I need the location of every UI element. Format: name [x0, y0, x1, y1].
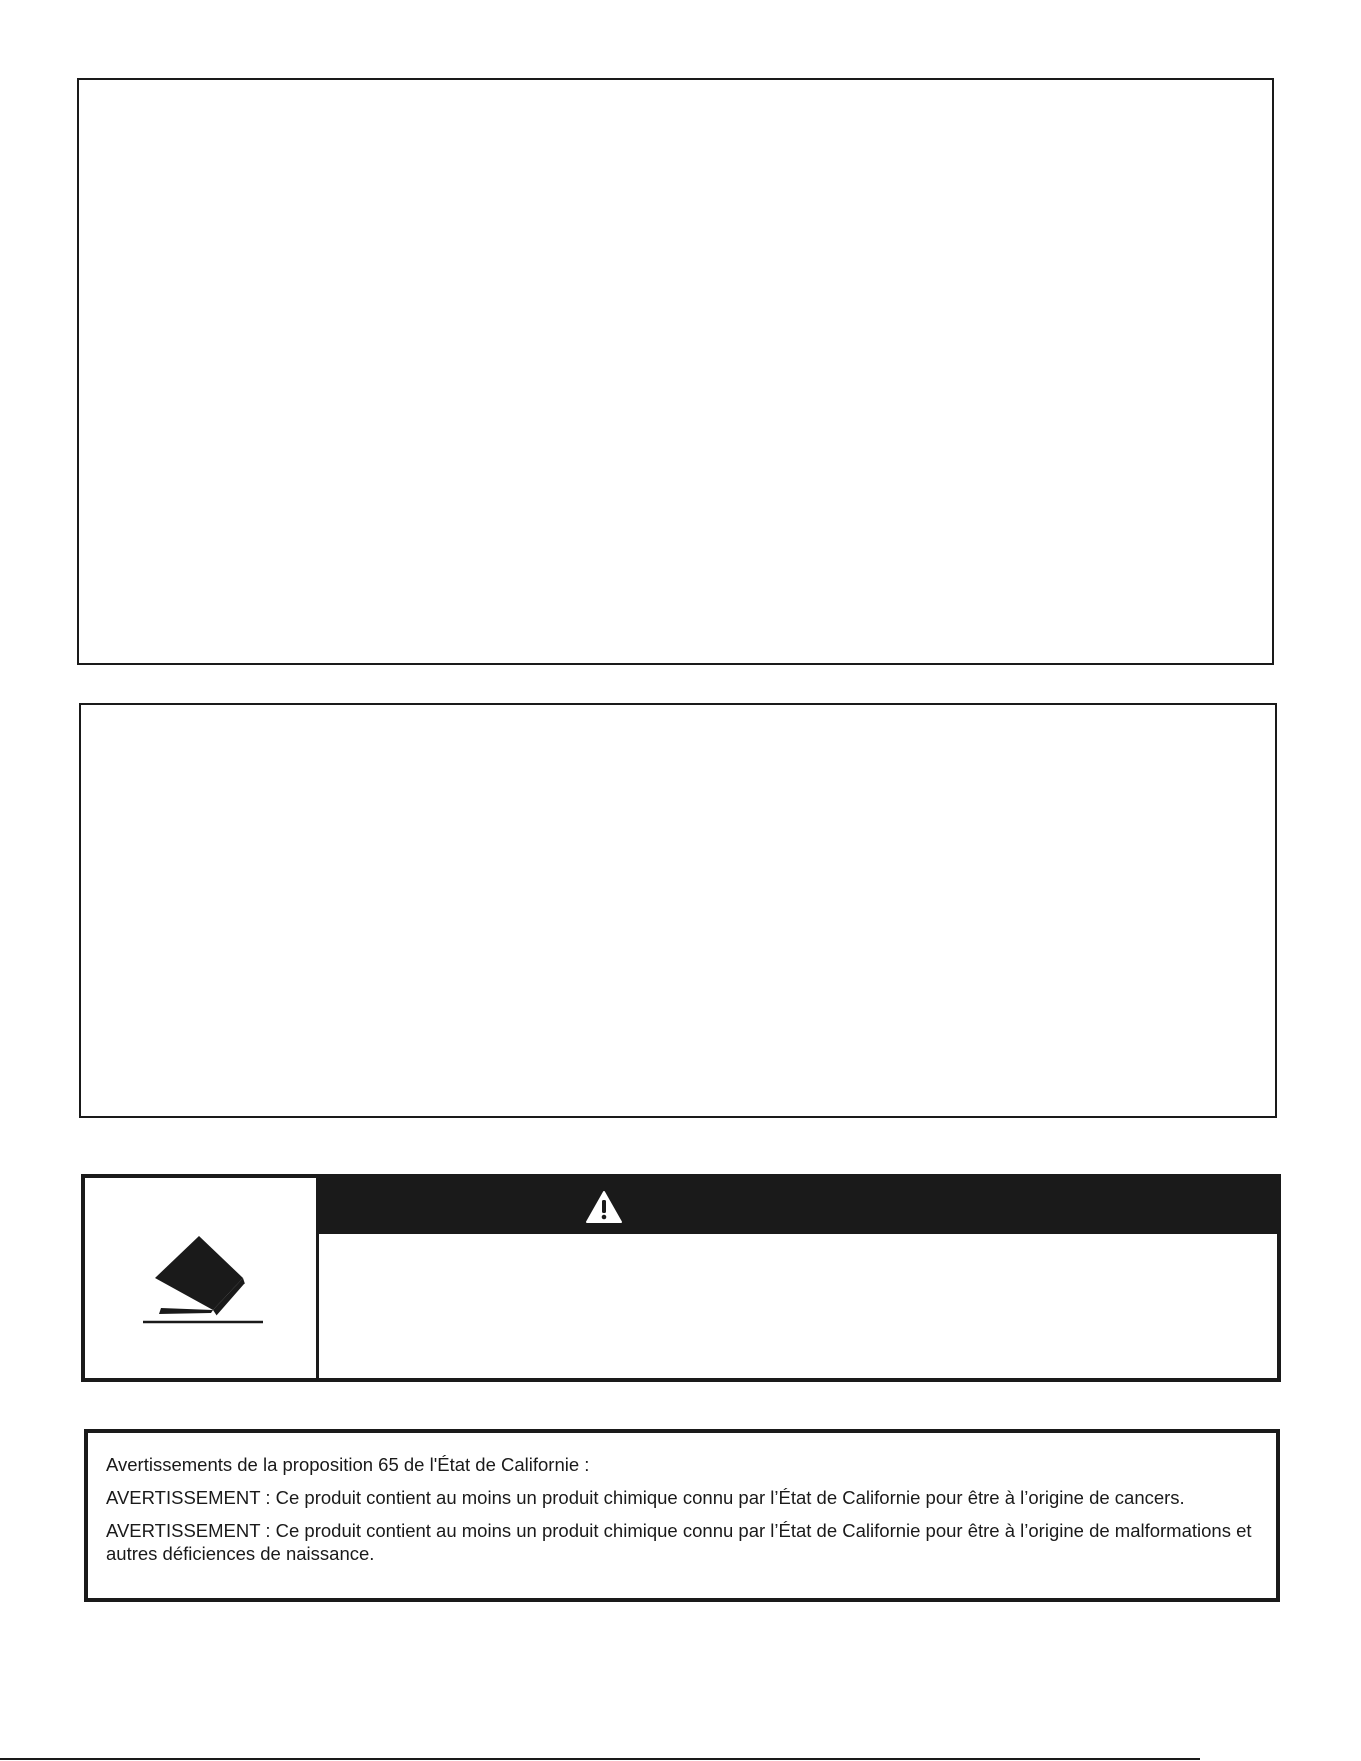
tip-over-icon [143, 1234, 273, 1334]
warning-body [319, 1234, 1277, 1378]
prop65-warning-box [84, 1429, 1280, 1602]
content-box-top [77, 78, 1274, 665]
footer-rule [0, 1758, 1200, 1760]
tip-over-warning-panel [81, 1174, 1281, 1382]
prop65-title: Avertissements de la proposition 65 de l'État de Californie : [106, 1454, 590, 1475]
warning-header-bar [319, 1178, 1277, 1234]
prop65-cancer-warning: AVERTISSEMENT : Ce produit contient au moins un produit chimique connu par l’État de Californie pour être à l’origine de cancers. [106, 1487, 1185, 1508]
content-box-middle [79, 703, 1277, 1118]
prop65-birth-defects-warning: AVERTISSEMENT : Ce produit contient au moins un produit chimique connu par l’État de Californie pour être à l’origine de malformations et autres déficiences de naissance. [106, 1520, 1252, 1564]
alert-triangle-icon [585, 1190, 623, 1224]
warning-icon-cell [85, 1178, 319, 1378]
